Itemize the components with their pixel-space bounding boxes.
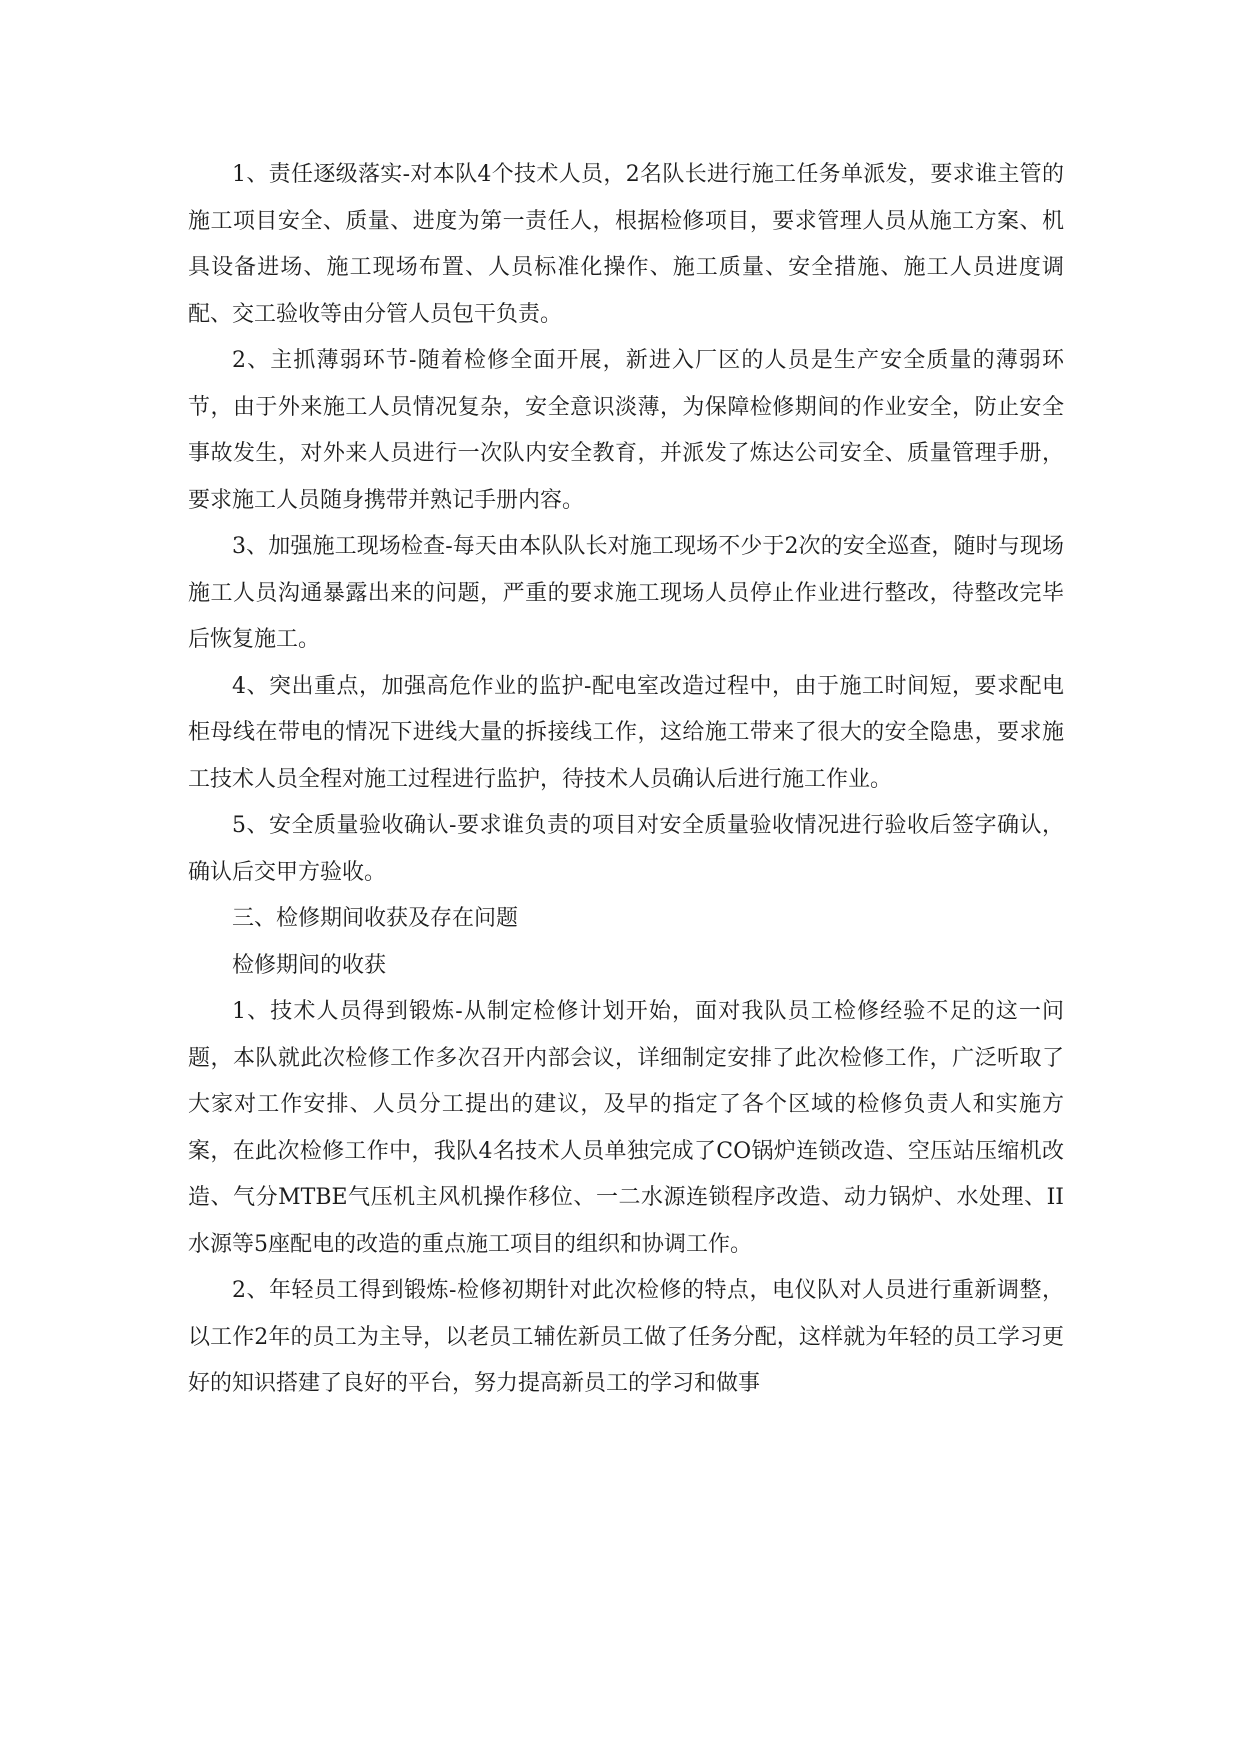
paragraph-weak-links: 2、主抓薄弱环节-随着检修全面开展，新进入厂区的人员是生产安全质量的薄弱环节，由于外来施工人员情况复杂，安全意识淡薄，为保障检修期间的作业安全，防止安全事故发生，对外来人员进行一次队内安全教育，并派发了炼达公司安全、质量管理手册，要求施工人员随身携带并熟记手册内容。	[188, 348, 1064, 513]
paragraph-acceptance: 5、安全质量验收确认-要求谁负责的项目对安全质量验收情况进行验收后签字确认，确认后交甲方验收。	[188, 813, 1064, 885]
paragraph-technical-staff: 1、技术人员得到锻炼-从制定检修计划开始，面对我队员工检修经验不足的这一问题，本队就此次检修工作多次召开内部会议，详细制定安排了此次检修工作，广泛听取了大家对工作安排、人员分工提出的建议，及早的指定了各个区域的检修负责人和实施方案，在此次检修工作中，我队4名技术人员单独完成了CO锅炉连锁改造、空压站压缩机改造、气分MTBE气压机主风机操作移位、一二水源连锁程序改造、动力锅炉、水处理、II水源等5座配电的改造的重点施工项目的组织和协调工作。	[188, 999, 1064, 1257]
section-heading: 三、检修期间收获及存在问题	[232, 906, 519, 931]
subsection-heading: 检修期间的收获	[232, 952, 387, 978]
paragraph-responsibility: 1、责任逐级落实-对本队4个技术人员，2名队长进行施工任务单派发，要求谁主管的施工项目安全、质量、进度为第一责任人，根据检修项目，要求管理人员从施工方案、机具设备进场、施工现场布置、人员标准化操作、施工质量、安全措施、施工人员进度调配、交工验收等由分管人员包干负责。	[188, 162, 1064, 327]
paragraph-young-staff: 2、年轻员工得到锻炼-检修初期针对此次检修的特点，电仪队对人员进行重新调整，以工作2年的员工为主导，以老员工辅佐新员工做了任务分配，这样就为年轻的员工学习更好的知识搭建了良好的平台，努力提高新员工的学习和做事	[188, 1278, 1064, 1396]
document-body	[188, 152, 1064, 1408]
paragraph-site-inspection: 3、加强施工现场检查-每天由本队队长对施工现场不少于2次的安全巡查，随时与现场施工人员沟通暴露出来的问题，严重的要求施工现场人员停止作业进行整改，待整改完毕后恢复施工。	[188, 534, 1064, 652]
paragraph-high-risk-supervision: 4、突出重点，加强高危作业的监护-配电室改造过程中，由于施工时间短，要求配电柜母线在带电的情况下进线大量的拆接线工作，这给施工带来了很大的安全隐患，要求施工技术人员全程对施工过程进行监护，待技术人员确认后进行施工作业。	[188, 673, 1064, 792]
